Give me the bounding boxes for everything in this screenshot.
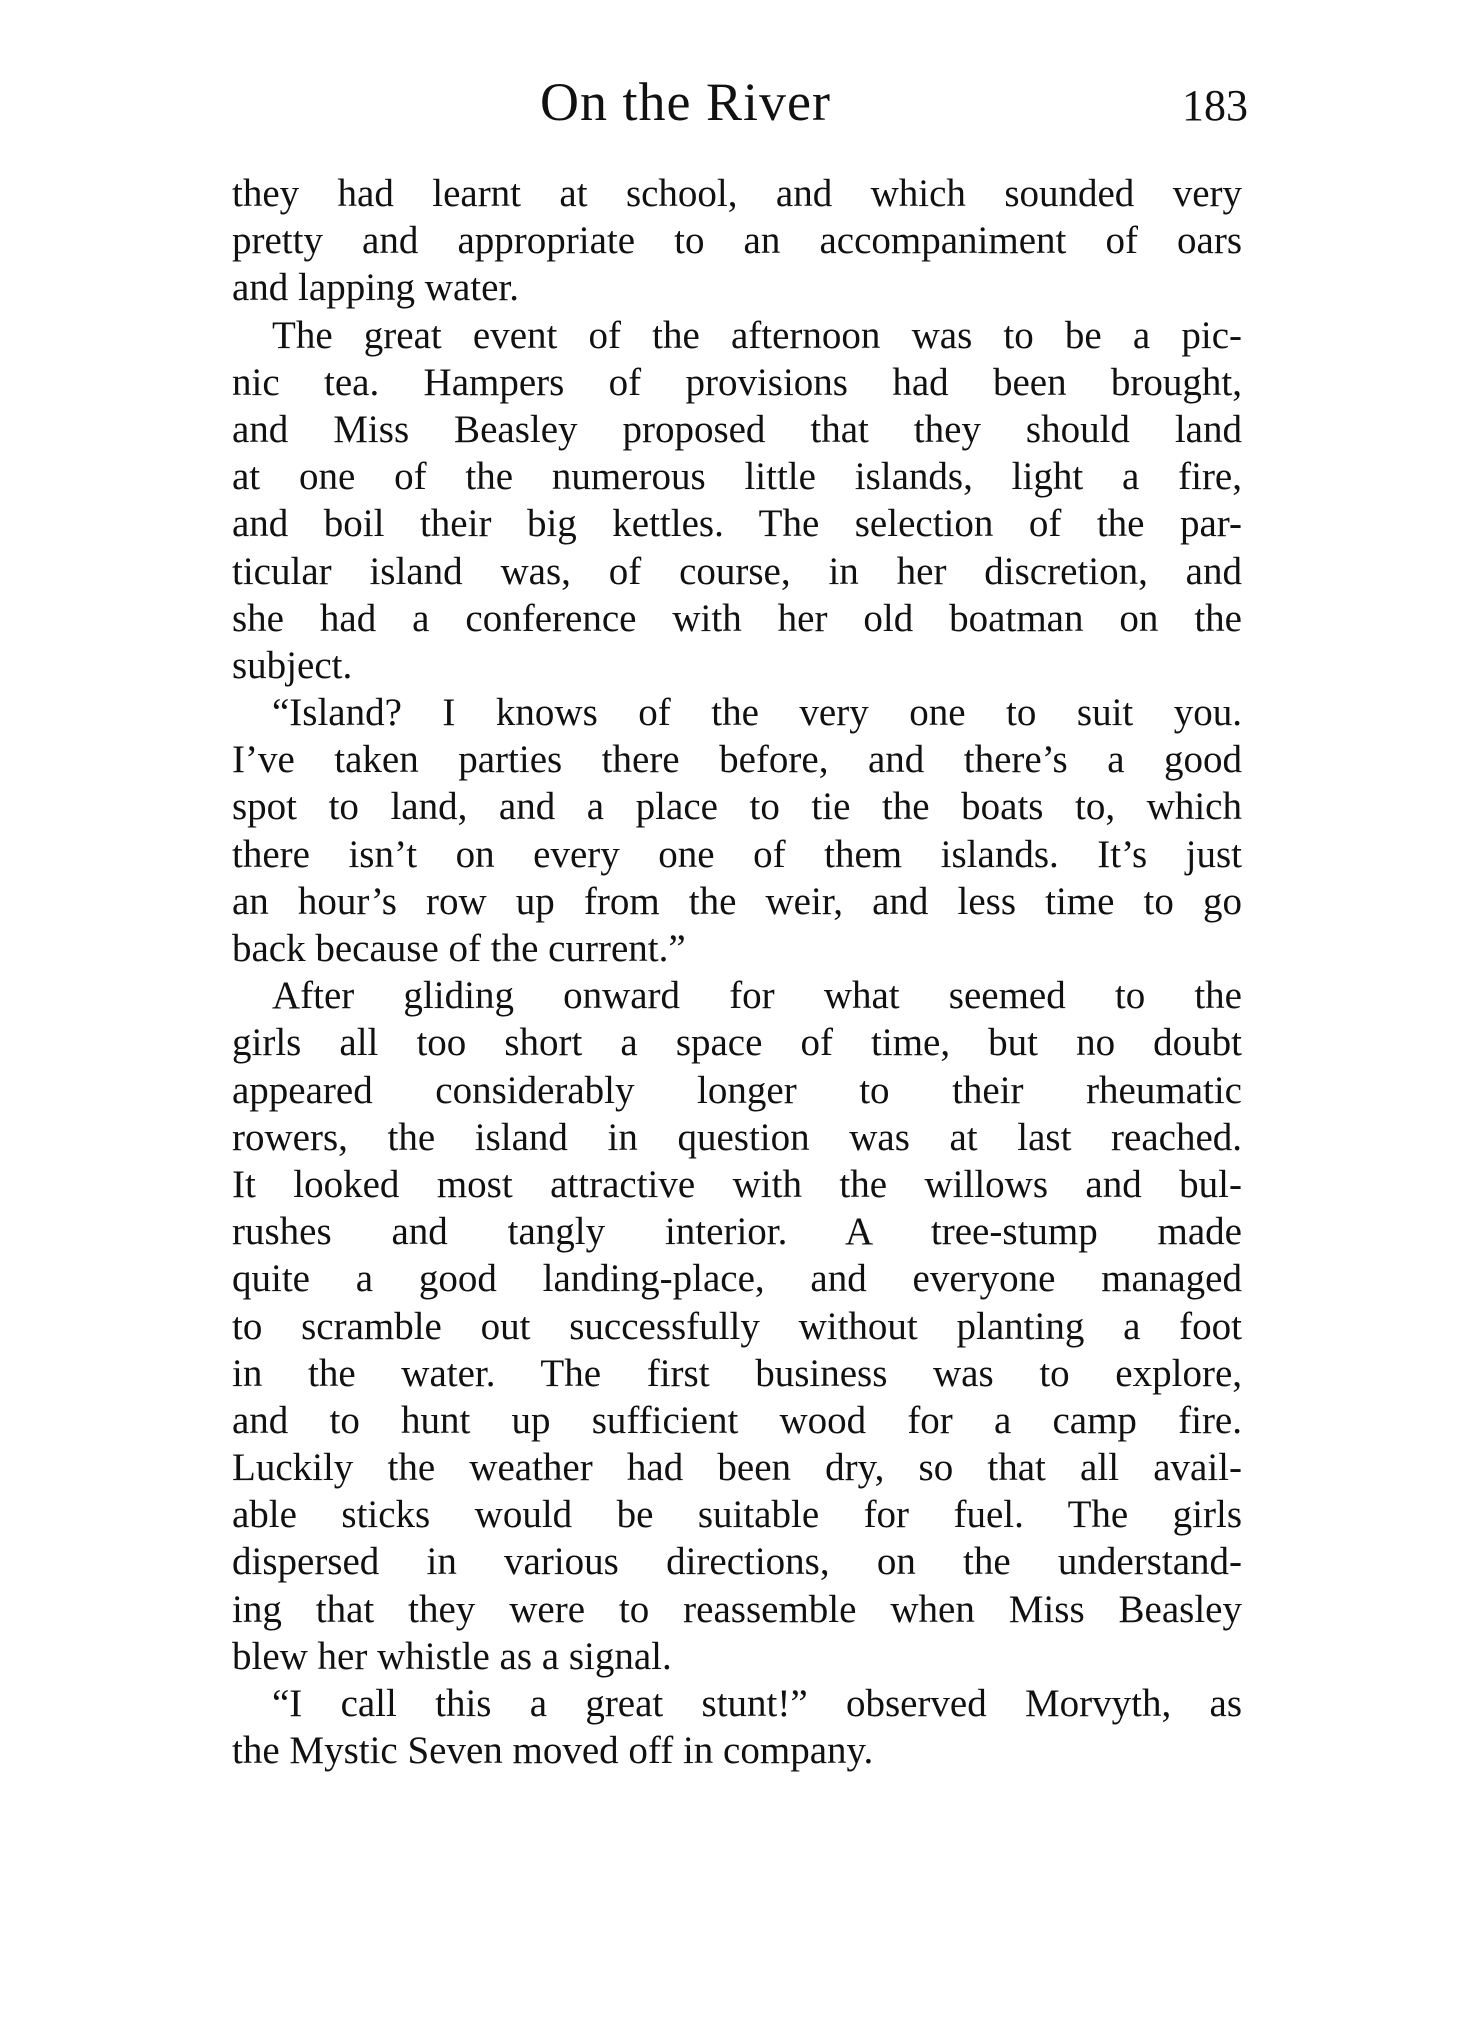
text-line: the Mystic Seven moved off in company. <box>232 1729 874 1773</box>
text-line: an hour’s row up from the weir, and less time to go <box>232 879 1242 923</box>
text-line: there isn’t on every one of them islands. It’s just <box>232 832 1242 876</box>
text-line: blew her whistle as a signal. <box>232 1634 672 1678</box>
text-line: and lapping water. <box>232 266 519 310</box>
text-line: at one of the numerous little islands, light a fire, <box>232 455 1242 499</box>
text-line: spot to land, and a place to tie the boats to, which <box>232 785 1242 829</box>
text-line: able sticks would be suitable for fuel. The girls <box>232 1493 1242 1537</box>
text-line: rushes and tangly interior. A tree-stump made <box>232 1210 1242 1254</box>
text-line: Luckily the weather had been dry, so that all avail- <box>232 1446 1242 1490</box>
text-line: The great event of the afternoon was to be a pic- <box>272 313 1242 357</box>
text-line: back because of the current.” <box>232 927 686 970</box>
running-head <box>232 62 1248 142</box>
text-line: “I call this a great stunt!” observed Morvyth, as <box>272 1682 1242 1725</box>
text-line: quite a good landing-place, and everyone managed <box>232 1257 1242 1301</box>
text-line: and to hunt up sufficient wood for a camp fire. <box>232 1398 1242 1442</box>
text-line: pretty and appropriate to an accompaniment of oars <box>232 219 1242 263</box>
text-line: they had learnt at school, and which sounded very <box>232 172 1242 215</box>
text-line: nic tea. Hampers of provisions had been brought, <box>232 360 1242 404</box>
running-title: On the River <box>540 72 831 132</box>
text-line: and Miss Beasley proposed that they should land <box>232 407 1242 451</box>
text-line: After gliding onward for what seemed to the <box>272 974 1242 1018</box>
text-line: rowers, the island in question was at last reached. <box>232 1115 1242 1159</box>
text-line: “Island? I knows of the very one to suit you. <box>272 691 1242 735</box>
text-line: and boil their big kettles. The selection of the par- <box>232 502 1242 546</box>
text-line: in the water. The first business was to explore, <box>232 1351 1242 1395</box>
text-line: ticular island was, of course, in her discretion, and <box>232 549 1242 593</box>
text-line: subject. <box>232 643 353 687</box>
text-line: girls all too short a space of time, but no doubt <box>232 1021 1242 1065</box>
text-line: It looked most attractive with the willows and bul- <box>232 1162 1242 1206</box>
text-line: to scramble out successfully without planting a foot <box>232 1304 1242 1348</box>
text-line: she had a conference with her old boatman on the <box>232 596 1242 640</box>
text-line: ing that they were to reassemble when Miss Beasley <box>232 1587 1242 1631</box>
text-line: appeared considerably longer to their rheumatic <box>232 1068 1242 1112</box>
text-line: I’ve taken parties there before, and there’s a good <box>232 738 1242 782</box>
body-text <box>232 170 1242 1774</box>
page-number: 183 <box>1182 81 1248 130</box>
text-line: dispersed in various directions, on the understand- <box>232 1540 1242 1584</box>
